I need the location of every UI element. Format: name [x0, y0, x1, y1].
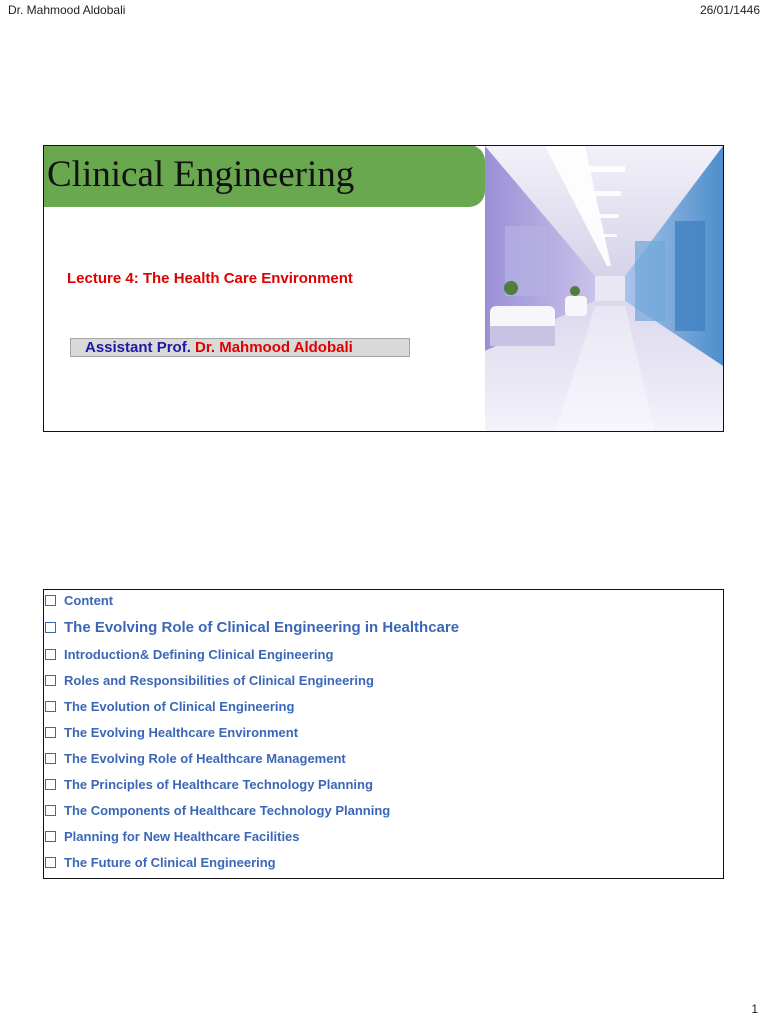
checkbox-icon — [45, 701, 56, 712]
toc-item — [44, 722, 298, 742]
checkbox-icon — [45, 675, 56, 686]
title-slide — [43, 145, 724, 432]
checkbox-icon — [45, 805, 56, 816]
toc-item-text: Introduction& Defining Clinical Engineering — [64, 646, 334, 662]
contents-slide — [43, 589, 724, 879]
toc-item-text: Planning for New Healthcare Facilities — [64, 828, 300, 844]
checkbox-icon — [45, 857, 56, 868]
slide-title: Clinical Engineering — [47, 154, 355, 195]
checkbox-icon — [45, 753, 56, 764]
toc-item-text: The Evolution of Clinical Engineering — [64, 698, 295, 714]
header-author: Dr. Mahmood Aldobali — [8, 3, 126, 17]
title-banner — [43, 145, 485, 207]
checkbox-icon — [45, 727, 56, 738]
toc-item — [44, 826, 300, 846]
toc-item-text: The Evolving Healthcare Environment — [64, 724, 299, 740]
toc-heading-text: Content — [64, 592, 114, 608]
hospital-corridor-image — [485, 146, 723, 432]
author-role: Assistant Prof. — [85, 339, 191, 356]
toc-item — [44, 696, 294, 716]
checkbox-icon — [45, 595, 56, 606]
page-number: 1 — [751, 1002, 758, 1016]
checkbox-icon — [45, 622, 56, 633]
author-box — [70, 338, 410, 357]
toc-item — [44, 748, 346, 768]
checkbox-icon — [45, 831, 56, 842]
toc-item — [44, 670, 374, 690]
toc-item-text: The Principles of Healthcare Technology Planning — [64, 776, 373, 792]
header-date: 26/01/1446 — [699, 3, 760, 17]
toc-item-text: Roles and Responsibilities of Clinical Engineering — [64, 672, 374, 688]
author-name: Dr. Mahmood Aldobali — [195, 339, 353, 356]
toc-item-text: The Evolving Role of Healthcare Management — [64, 750, 346, 766]
checkbox-icon — [45, 779, 56, 790]
toc-item — [44, 852, 276, 872]
toc-item — [44, 774, 373, 794]
toc-item — [44, 617, 459, 637]
toc-heading — [44, 590, 113, 610]
toc-item-text: The Components of Healthcare Technology Planning — [64, 802, 391, 818]
toc-item — [44, 800, 390, 820]
checkbox-icon — [45, 649, 56, 660]
lecture-title: Lecture 4: The Health Care Environment — [67, 270, 353, 287]
toc-item-text: The Future of Clinical Engineering — [64, 854, 276, 870]
toc-item — [44, 644, 333, 664]
toc-item-text: The Evolving Role of Clinical Engineering in Healthcare — [64, 618, 460, 636]
